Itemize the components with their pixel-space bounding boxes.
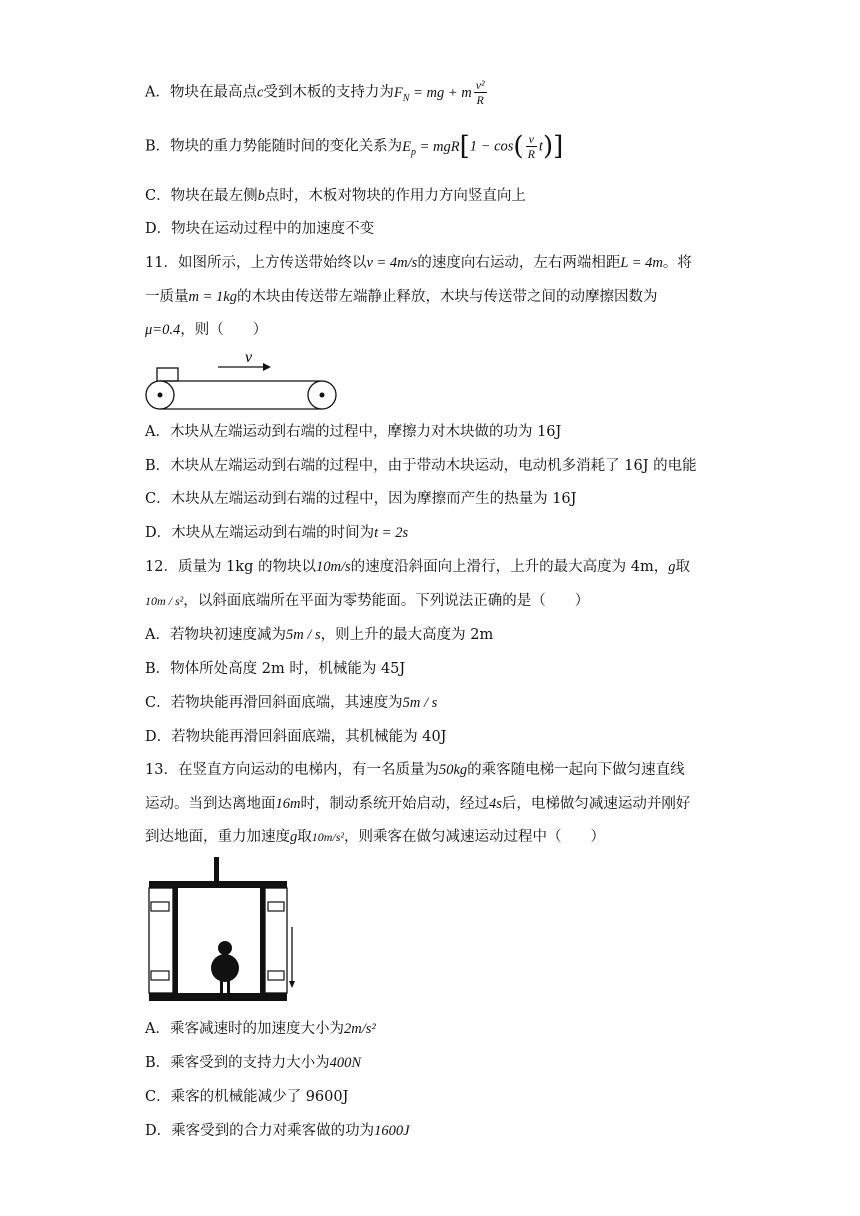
q13-option-b (145, 1053, 361, 1073)
q10-b-fraction (526, 132, 537, 161)
q10-b-bracket-right: ] (553, 131, 564, 162)
left-bracket-bottom (151, 971, 169, 980)
q10-b-frac-den: R (527, 147, 535, 161)
q13-option-c: C．乘客的机械能减少了 9600J (145, 1089, 349, 1105)
q13-l3-g: g (290, 829, 298, 845)
q12-c-math: 5m / s (402, 695, 438, 711)
q13-b-text: B．乘客受到的支持力大小为 (145, 1055, 330, 1071)
elevator-left-post (173, 888, 178, 993)
q10-a-mid: = mg + m (409, 84, 472, 101)
right-pulley-axle (320, 393, 325, 398)
q12-l1-g: g (668, 559, 676, 575)
q13-d-math: 1600J (374, 1123, 410, 1139)
down-arrow-head (289, 981, 295, 988)
right-bracket-top (268, 902, 284, 911)
q11-l2b: 的木块由传送带左端静止释放，木块与传送带之间的动摩擦因数为 (236, 289, 658, 305)
q10-option-a-text: A．物块在最高点 (145, 84, 257, 101)
q11-l3b: ，则（ ） (180, 322, 268, 338)
q12-l1b: 的速度沿斜面向上滑行，上升的最大高度为 4m， (350, 559, 669, 575)
q11-option-c: C．木块从左端运动到右端的过程中，因为摩擦而产生的热量为 16J (145, 491, 577, 507)
q12-c-text: C．若物块能再滑回斜面底端，其速度为 (145, 695, 403, 711)
passenger-figure (211, 941, 239, 993)
q11-stem-line2 (145, 287, 657, 307)
q13-a-text: A．乘客减速时的加速度大小为 (145, 1021, 344, 1037)
velocity-label: v (245, 349, 253, 366)
q12-a-text2: ，则上升的最大高度为 2m (320, 627, 494, 643)
q11-l3-math: μ=0.4 (145, 322, 181, 338)
q13-l1-math: 50kg (438, 762, 468, 778)
q12-l1a: 12．质量为 1kg 的物块以 (145, 559, 316, 575)
q13-a-math: 2m/s² (343, 1021, 376, 1037)
q11-l1a: 11．如图所示，上方传送带始终以 (145, 255, 367, 271)
q10-option-c-text: C．物块在最左侧 (145, 188, 258, 204)
q13-l2-math: 16m (275, 796, 301, 812)
elevator-figure (145, 857, 305, 1007)
q11-option-b: B．木块从左端运动到右端的过程中，由于带动木块运动，电动机多消耗了 16J 的电能 (145, 458, 697, 474)
passenger-right-leg (227, 978, 230, 993)
q10-b-sub: p (411, 146, 417, 158)
q13-stem-line1 (145, 760, 685, 780)
q11-l1-math1: v = 4m/s (366, 255, 418, 271)
q13-option-d (145, 1121, 410, 1141)
q10-b-paren-right: ) (542, 131, 554, 162)
passenger-left-leg (220, 978, 223, 993)
q11-l1b: 的速度向右运动，左右两端相距 (417, 255, 621, 271)
q10-option-b-text: B．物块的重力势能随时间的变化关系为 (145, 138, 403, 155)
q11-l2-math: m = 1kg (188, 289, 237, 305)
q12-option-d: D．若物块能再滑回斜面底端，其机械能为 40J (145, 729, 447, 745)
q13-l3b: 取 (297, 829, 312, 845)
q11-option-a: A．木块从左端运动到右端的过程中，摩擦力对木块做的功为 16J (145, 424, 562, 440)
q12-a-math: 5m / s (285, 627, 321, 643)
q10-b-frac-num: v (526, 132, 537, 147)
passenger-head (218, 941, 232, 955)
velocity-arrow-head (263, 363, 271, 371)
q10-a-sub: N (402, 92, 410, 104)
q10-option-c (145, 186, 526, 206)
q13-l3c: ，则乘客在做匀减速运动过程中（ ） (344, 829, 606, 845)
q10-option-c-var: b (257, 188, 265, 204)
q12-option-c (145, 693, 437, 713)
elevator-top-beam (149, 881, 287, 888)
q13-b-math: 400N (329, 1055, 362, 1071)
elevator-floor (149, 993, 287, 1001)
q11-d-math: t = 2s (374, 525, 409, 541)
q13-stem-line2 (145, 794, 690, 814)
q12-l1c: 取 (675, 559, 690, 575)
q13-l2-math2: 4s (488, 796, 502, 812)
left-bracket-top (151, 902, 169, 911)
q10-b-paren-left: ( (513, 131, 524, 162)
q12-l2b: ，以斜面底端所在平面为零势能面。下列说法正确的是（ ） (183, 593, 590, 609)
right-bracket-bottom (268, 971, 284, 980)
q10-option-c-text2: 点时，木板对物块的作用力方向竖直向上 (264, 188, 526, 204)
q10-b-lhs: E (402, 138, 412, 155)
q13-option-a (145, 1019, 376, 1039)
q11-l1-math2: L = 4m (620, 255, 663, 271)
conveyor-belt-figure (145, 348, 345, 414)
q10-option-a (145, 78, 489, 108)
q13-l2c: 后，电梯做匀减速运动并刚好 (501, 796, 691, 812)
wooden-block (157, 368, 178, 381)
q13-d-text: D．乘客受到的合力对乘客做的功为 (145, 1123, 375, 1139)
q10-option-a-text2: 受到木板的支持力为 (263, 84, 394, 101)
q12-stem-line1 (145, 557, 690, 577)
q11-d-text: D．木块从左端运动到右端的时间为 (145, 525, 375, 541)
q13-l2a: 运动。当到达离地面 (145, 796, 276, 812)
q11-l2a: 一质量 (145, 289, 189, 305)
q10-b-mid: = mgR (416, 138, 460, 155)
q12-option-b: B．物体所处高度 2m 时，机械能为 45J (145, 661, 406, 677)
q10-option-a-var: c (256, 84, 264, 101)
q12-stem-line2 (145, 591, 589, 611)
q10-option-b-formula (402, 138, 460, 158)
q10-a-lhs: F (393, 84, 403, 101)
q11-stem-line3 (145, 320, 267, 340)
q10-a-frac-den: R (476, 93, 484, 107)
q10-a-fraction (474, 78, 487, 107)
elevator-right-post (260, 888, 265, 993)
q11-l1c: 。将 (662, 255, 692, 271)
q13-l1a: 13．在竖直方向运动的电梯内，有一名质量为 (145, 762, 439, 778)
elevator-cable (214, 857, 219, 881)
q12-l2-math: 10m / s² (145, 594, 184, 608)
q13-l2b: 时，制动系统开始启动，经过 (300, 796, 489, 812)
q10-b-inner: 1 − cos (469, 138, 514, 155)
q12-option-a (145, 625, 493, 645)
passenger-body (211, 954, 239, 982)
q12-a-text: A．若物块初速度减为 (145, 627, 286, 643)
q12-l1-math: 10m/s (315, 559, 351, 575)
q13-l3-math: 10m/s² (311, 830, 345, 844)
q10-option-b (145, 132, 563, 162)
q11-option-d (145, 523, 408, 543)
q10-option-a-formula (393, 84, 472, 104)
q13-l3a: 到达地面，重力加速度 (145, 829, 290, 845)
q13-stem-line3 (145, 827, 605, 847)
q10-b-t: t (538, 138, 543, 155)
q10-option-d: D．物块在运动过程中的加速度不变 (145, 221, 375, 237)
q11-stem-line1 (145, 253, 692, 273)
left-pulley-axle (158, 393, 163, 398)
q13-l1b: 的乘客随电梯一起向下做匀速直线 (467, 762, 685, 778)
q10-a-frac-num: v² (475, 78, 485, 92)
q10-b-bracket-left: [ (459, 131, 470, 162)
